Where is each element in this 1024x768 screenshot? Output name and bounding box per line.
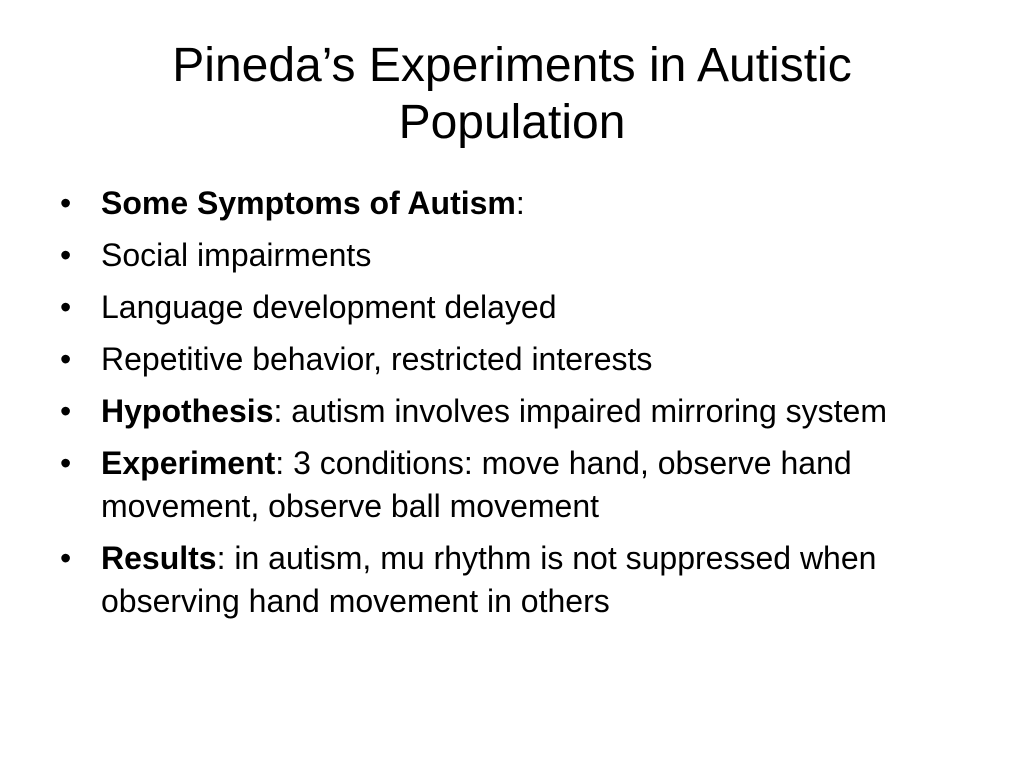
bullet-text: : — [515, 185, 525, 221]
bullet-marker: • — [60, 540, 72, 576]
bullet-text: Repetitive behavior, restricted interests — [101, 341, 653, 377]
bullet-experiment — [56, 442, 986, 528]
bullet-text: : autism involves impaired mirroring system — [273, 393, 887, 429]
bullet-language-delay — [56, 286, 986, 329]
bullet-text: Language development delayed — [101, 289, 557, 325]
bullet-repetitive-behavior — [56, 338, 986, 381]
bullet-list — [56, 182, 986, 632]
bullet-bold-label: Results — [101, 540, 217, 576]
slide-title: Pineda’s Experiments in Autistic Population — [172, 39, 852, 149]
bullet-marker: • — [60, 341, 72, 377]
bullet-marker: • — [60, 393, 72, 429]
bullet-social-impairments — [56, 234, 986, 277]
bullet-hypothesis — [56, 390, 986, 433]
bullet-bold-label: Hypothesis — [101, 393, 274, 429]
bullet-marker: • — [60, 185, 72, 221]
bullet-symptoms-heading — [56, 182, 986, 225]
bullet-text: : in autism, mu rhythm is not suppressed when observing hand movement in others — [101, 540, 877, 619]
bullet-results — [56, 537, 986, 623]
bullet-marker: • — [60, 445, 72, 481]
bullet-text: : 3 conditions: move hand, observe hand movement, observe ball movement — [101, 445, 852, 524]
bullet-bold-label: Experiment — [101, 445, 276, 481]
bullet-bold-label: Some Symptoms of Autism — [101, 185, 516, 221]
bullet-marker: • — [60, 237, 72, 273]
bullet-marker: • — [60, 289, 72, 325]
bullet-text: Social impairments — [101, 237, 372, 273]
